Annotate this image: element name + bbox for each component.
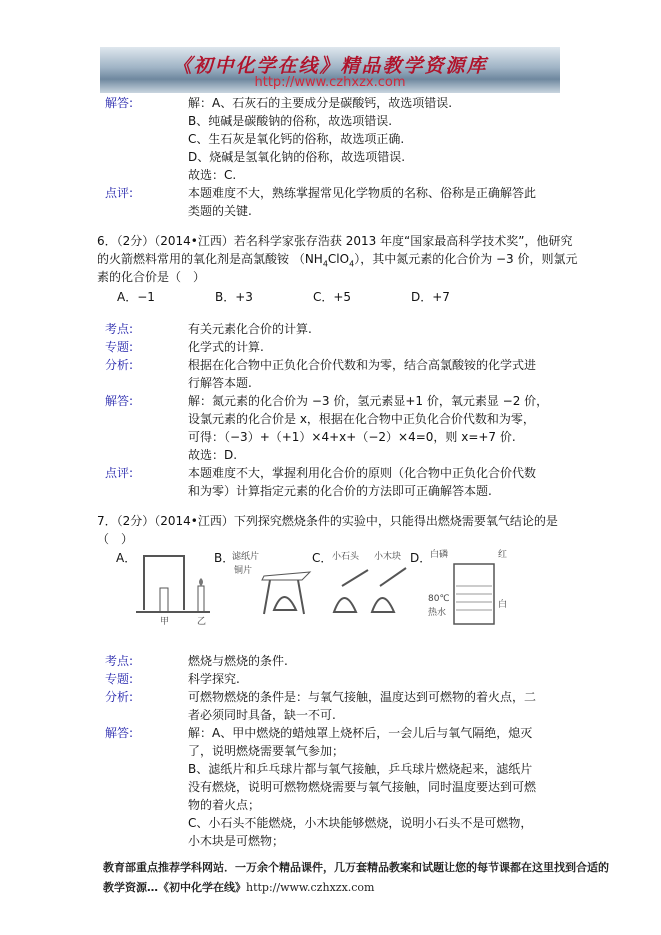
label-80c: 80℃ [428,594,450,604]
answer-line: 设氯元素的化合价是 x，根据在化合物中正负化合价代数和为零， [188,412,535,426]
answer-line: 物的着火点； [188,798,261,812]
kaodian-label: 考点: [105,322,134,336]
site-banner [100,47,560,93]
option-a-label: A． [116,551,137,565]
comment-line: 本题难度不大，掌握利用化合价的原则（化合物中正负化合价代数 [188,466,537,480]
kaodian-text: 燃烧与燃烧的条件. [188,654,288,668]
fenxi-line: 行解答本题. [188,376,252,390]
answer-line: 了，说明燃烧需要氧气参加； [188,744,345,758]
label-copper: 铜片 [234,566,253,576]
label-wood: 小木块 [374,552,402,562]
fenxi-line: 根据在化合物中正负化合价代数和为零，结合高氯酸铵的化学式进 [188,358,537,372]
figure-b-copper-plate [232,550,312,632]
figure-d-white-phosphorus [428,550,508,632]
answer-line: 解：A、石灰石的主要成分是碳酸钙，故选项错误. [188,96,453,110]
answer-line: 没有燃烧，说明可燃物燃烧需要与氧气接触，同时温度要达到可燃 [188,780,537,794]
fenxi-label: 分析: [105,358,134,372]
footer-url[interactable]: http://www.czhxzx.com [246,881,375,894]
banner-url[interactable]: http://www.czhxzx.com [254,75,406,90]
option-d-label: D． [410,551,432,565]
answer-line: C、小石头不能燃烧，小木块能够燃烧，说明小石头不是可燃物， [188,816,533,830]
question-7 [97,512,577,548]
label-white: 白 [498,600,508,610]
label-filter-paper: 滤纸片 [232,552,260,562]
answer-line: 小木块是可燃物； [188,834,285,848]
option-b-label: B． [214,551,235,565]
answer-line: D、烧碱是氢氧化钠的俗称，故选项错误. [188,150,406,164]
option-b: B．+3 [215,290,253,304]
figure-a-candle-beaker [134,550,214,632]
q6-stem-line: 的火箭燃料常用的氧化剂是高氯酸铵 $(NH_4ClO_4)$，其中氮元素的化合价为 −3 价，则氯元 [97,252,578,269]
answer-line: 解：氮元素的化合价为 −3 价，氢元素显+1 价，氧元素显 −2 价， [188,394,549,408]
fenxi-line: 可燃物燃烧的条件是：与氧气接触，温度达到可燃物的着火点，二 [188,690,537,704]
q7-stem-line: （ ） [97,532,134,546]
zhuanti-text: 化学式的计算. [188,340,264,354]
banner-title: 《初中化学在线》精品教学资源库 [172,55,488,77]
comment-line: 本题难度不大，熟练掌握常见化学物质的名称、俗称是正确解答此 [188,186,537,200]
zhuanti-label: 专题: [105,340,134,354]
option-b-cell [214,550,312,634]
label-jia: 甲 [160,617,170,627]
q7-figures [116,550,661,634]
answer-label: 解答: [105,394,134,408]
label-stone: 小石头 [332,552,360,562]
footer-line-1: 教育部重点推荐学科网站．一万余个精品课件，几万套精品教案和试题让您的每节课都在这里找到合适的 [103,861,609,874]
q6-solution [105,320,585,500]
label-white-phosphorus: 白磷 [430,550,449,560]
label-red: 红 [498,550,508,560]
q6-stem-line: 6．（2分）（2014•江西）若名科学家张存浩获 2013 年度“国家最高科学技术奖”，他研究 [97,234,573,248]
option-d: D．+7 [411,290,450,304]
fenxi-label: 分析: [105,690,134,704]
option-c-cell [312,550,410,634]
question-6 [97,232,577,306]
answer-line: 故选：C. [188,168,237,182]
label-yi: 乙 [197,617,207,627]
q7-solution [105,652,585,850]
answer-label: 解答: [105,96,134,110]
q6-stem-line: 素的化合价是（ ） [97,270,206,284]
option-a: A．−1 [117,290,155,304]
answer-line: 故选：D. [188,448,238,462]
kaodian-label: 考点: [105,654,134,668]
answer-line: 解：A、甲中燃烧的蜡烛罩上烧杯后，一会儿后与氧气隔绝，熄灭 [188,726,533,740]
footer-line-2: 教学资源…《初中化学在线》 [103,881,246,894]
option-a-cell [116,550,214,634]
q6-options [117,288,577,306]
zhuanti-label: 专题: [105,672,134,686]
answer-line: 可得：（−3）+（+1）×4+x+（−2）×4=0，则 x=+7 价. [188,430,516,444]
figure-c-stone-wood [330,550,410,632]
option-c-label: C． [312,551,333,565]
page-footer [103,858,643,918]
comment-line: 和为零）计算指定元素的化合价的方法即可正确解答本题. [188,484,492,498]
fenxi-line: 者必须同时具备，缺一不可. [188,708,336,722]
comment-label: 点评: [105,466,134,480]
answer-label: 解答: [105,726,134,740]
option-c: C．+5 [313,290,352,304]
zhuanti-text: 科学探究. [188,672,240,686]
answer-line: C、生石灰是氧化钙的俗称，故选项正确. [188,132,405,146]
comment-label: 点评: [105,186,134,200]
answer-line: B、滤纸片和乒乓球片都与氧气接触，乒乓球片燃烧起来，滤纸片 [188,762,533,776]
comment-line: 类题的关键. [188,204,252,218]
option-d-cell [410,550,508,634]
label-hot-water: 热水 [428,608,447,618]
answer-line: B、纯碱是碳酸钠的俗称，故选项错误. [188,114,393,128]
q5-solution [105,94,585,220]
q7-stem-line: 7．（2分）（2014•江西）下列探究燃烧条件的实验中，只能得出燃烧需要氧气结论的是 [97,514,558,528]
kaodian-text: 有关元素化合价的计算. [188,322,312,336]
